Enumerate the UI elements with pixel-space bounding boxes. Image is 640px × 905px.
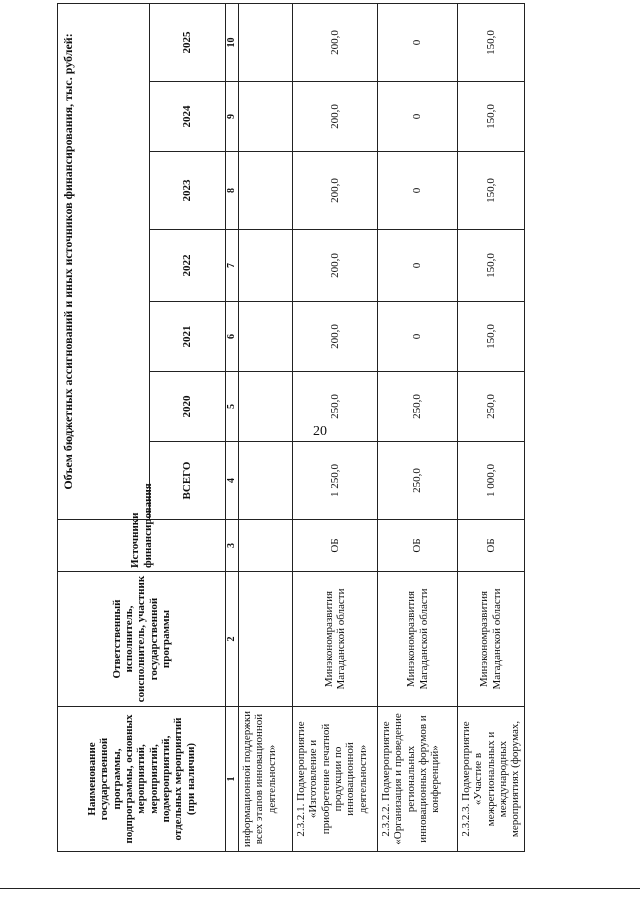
row-value: 150,0	[458, 302, 525, 372]
row-value	[239, 372, 293, 442]
row-value: 200,0	[293, 82, 378, 152]
row-value: 0	[378, 230, 458, 302]
row-executor: Минэкономразвития Магаданской области	[378, 572, 458, 707]
row-value: 250,0	[378, 442, 458, 520]
header-year: 2023	[150, 152, 226, 230]
table-row	[293, 3, 378, 851]
header-funding: Объем бюджетных ассигнований и иных источников финансирования, тыс. рублей:	[58, 3, 150, 519]
row-executor: Минэкономразвития Магаданской области	[458, 572, 525, 707]
row-source: ОБ	[458, 520, 525, 572]
table-row	[378, 3, 458, 851]
row-value	[239, 152, 293, 230]
row-value: 1 250,0	[293, 442, 378, 520]
row-value: 0	[378, 82, 458, 152]
row-value: 200,0	[293, 152, 378, 230]
row-value	[239, 3, 293, 81]
column-number: 8	[226, 152, 239, 230]
row-executor	[239, 572, 293, 707]
column-number-row	[226, 3, 239, 851]
table-row	[239, 3, 293, 851]
row-value: 250,0	[458, 372, 525, 442]
funding-table	[57, 3, 525, 852]
row-value: 150,0	[458, 3, 525, 81]
row-value: 0	[378, 152, 458, 230]
row-value	[239, 442, 293, 520]
row-executor: Минэкономразвития Магаданской области	[293, 572, 378, 707]
column-number: 4	[226, 442, 239, 520]
page-number: 20	[313, 424, 327, 439]
row-value	[239, 302, 293, 372]
column-number: 10	[226, 3, 239, 81]
row-value	[239, 82, 293, 152]
row-value: 150,0	[458, 230, 525, 302]
row-value: 150,0	[458, 152, 525, 230]
row-value: 200,0	[293, 302, 378, 372]
row-value: 0	[378, 302, 458, 372]
row-value: 200,0	[293, 230, 378, 302]
column-number: 7	[226, 230, 239, 302]
row-name: 2.3.2.1. Подмероприятие «Изготовление и приобретение печатной продукции по инновационной деятельности»	[293, 707, 378, 852]
row-value: 200,0	[293, 3, 378, 81]
column-number: 2	[226, 572, 239, 707]
header-year: 2020	[150, 372, 226, 442]
row-name: 2.3.2.3. Подмероприятие «Участие в межрегиональных и международных мероприятиях (форумах,	[458, 707, 525, 852]
row-value: 0	[378, 3, 458, 81]
row-value: 250,0	[293, 372, 378, 442]
row-value	[239, 230, 293, 302]
row-source: ОБ	[378, 520, 458, 572]
column-number: 9	[226, 82, 239, 152]
header-executor: Ответственный исполнитель, соисполнитель, участник государственной программы	[58, 572, 226, 707]
row-value: 150,0	[458, 82, 525, 152]
column-number: 6	[226, 302, 239, 372]
table-row	[458, 3, 525, 851]
row-source	[239, 520, 293, 572]
row-name: 2.3.2.2. Подмероприятие «Организация и проведение региональных инновационных форумов и конференций»	[378, 707, 458, 852]
column-number: 1	[226, 707, 239, 852]
column-number: 3	[226, 520, 239, 572]
column-number: 5	[226, 372, 239, 442]
row-value: 250,0	[378, 372, 458, 442]
header-total: ВСЕГО	[150, 442, 226, 520]
row-source: ОБ	[293, 520, 378, 572]
header-year: 2021	[150, 302, 226, 372]
header-source: Источники финансирования	[58, 520, 226, 572]
row-value: 1 000,0	[458, 442, 525, 520]
header-year: 2024	[150, 82, 226, 152]
header-year: 2022	[150, 230, 226, 302]
bottom-rule	[0, 888, 640, 889]
header-name: Наименование государственной программы, подпрограммы, основных мероприятий, мероприятий, подмероприятий, отдельных мероприятий (при наличии)	[58, 707, 226, 852]
row-name: информационной поддержки всех этапов инновационной деятельности»	[239, 707, 293, 852]
header-year: 2025	[150, 3, 226, 81]
rotated-document	[57, 14, 522, 852]
